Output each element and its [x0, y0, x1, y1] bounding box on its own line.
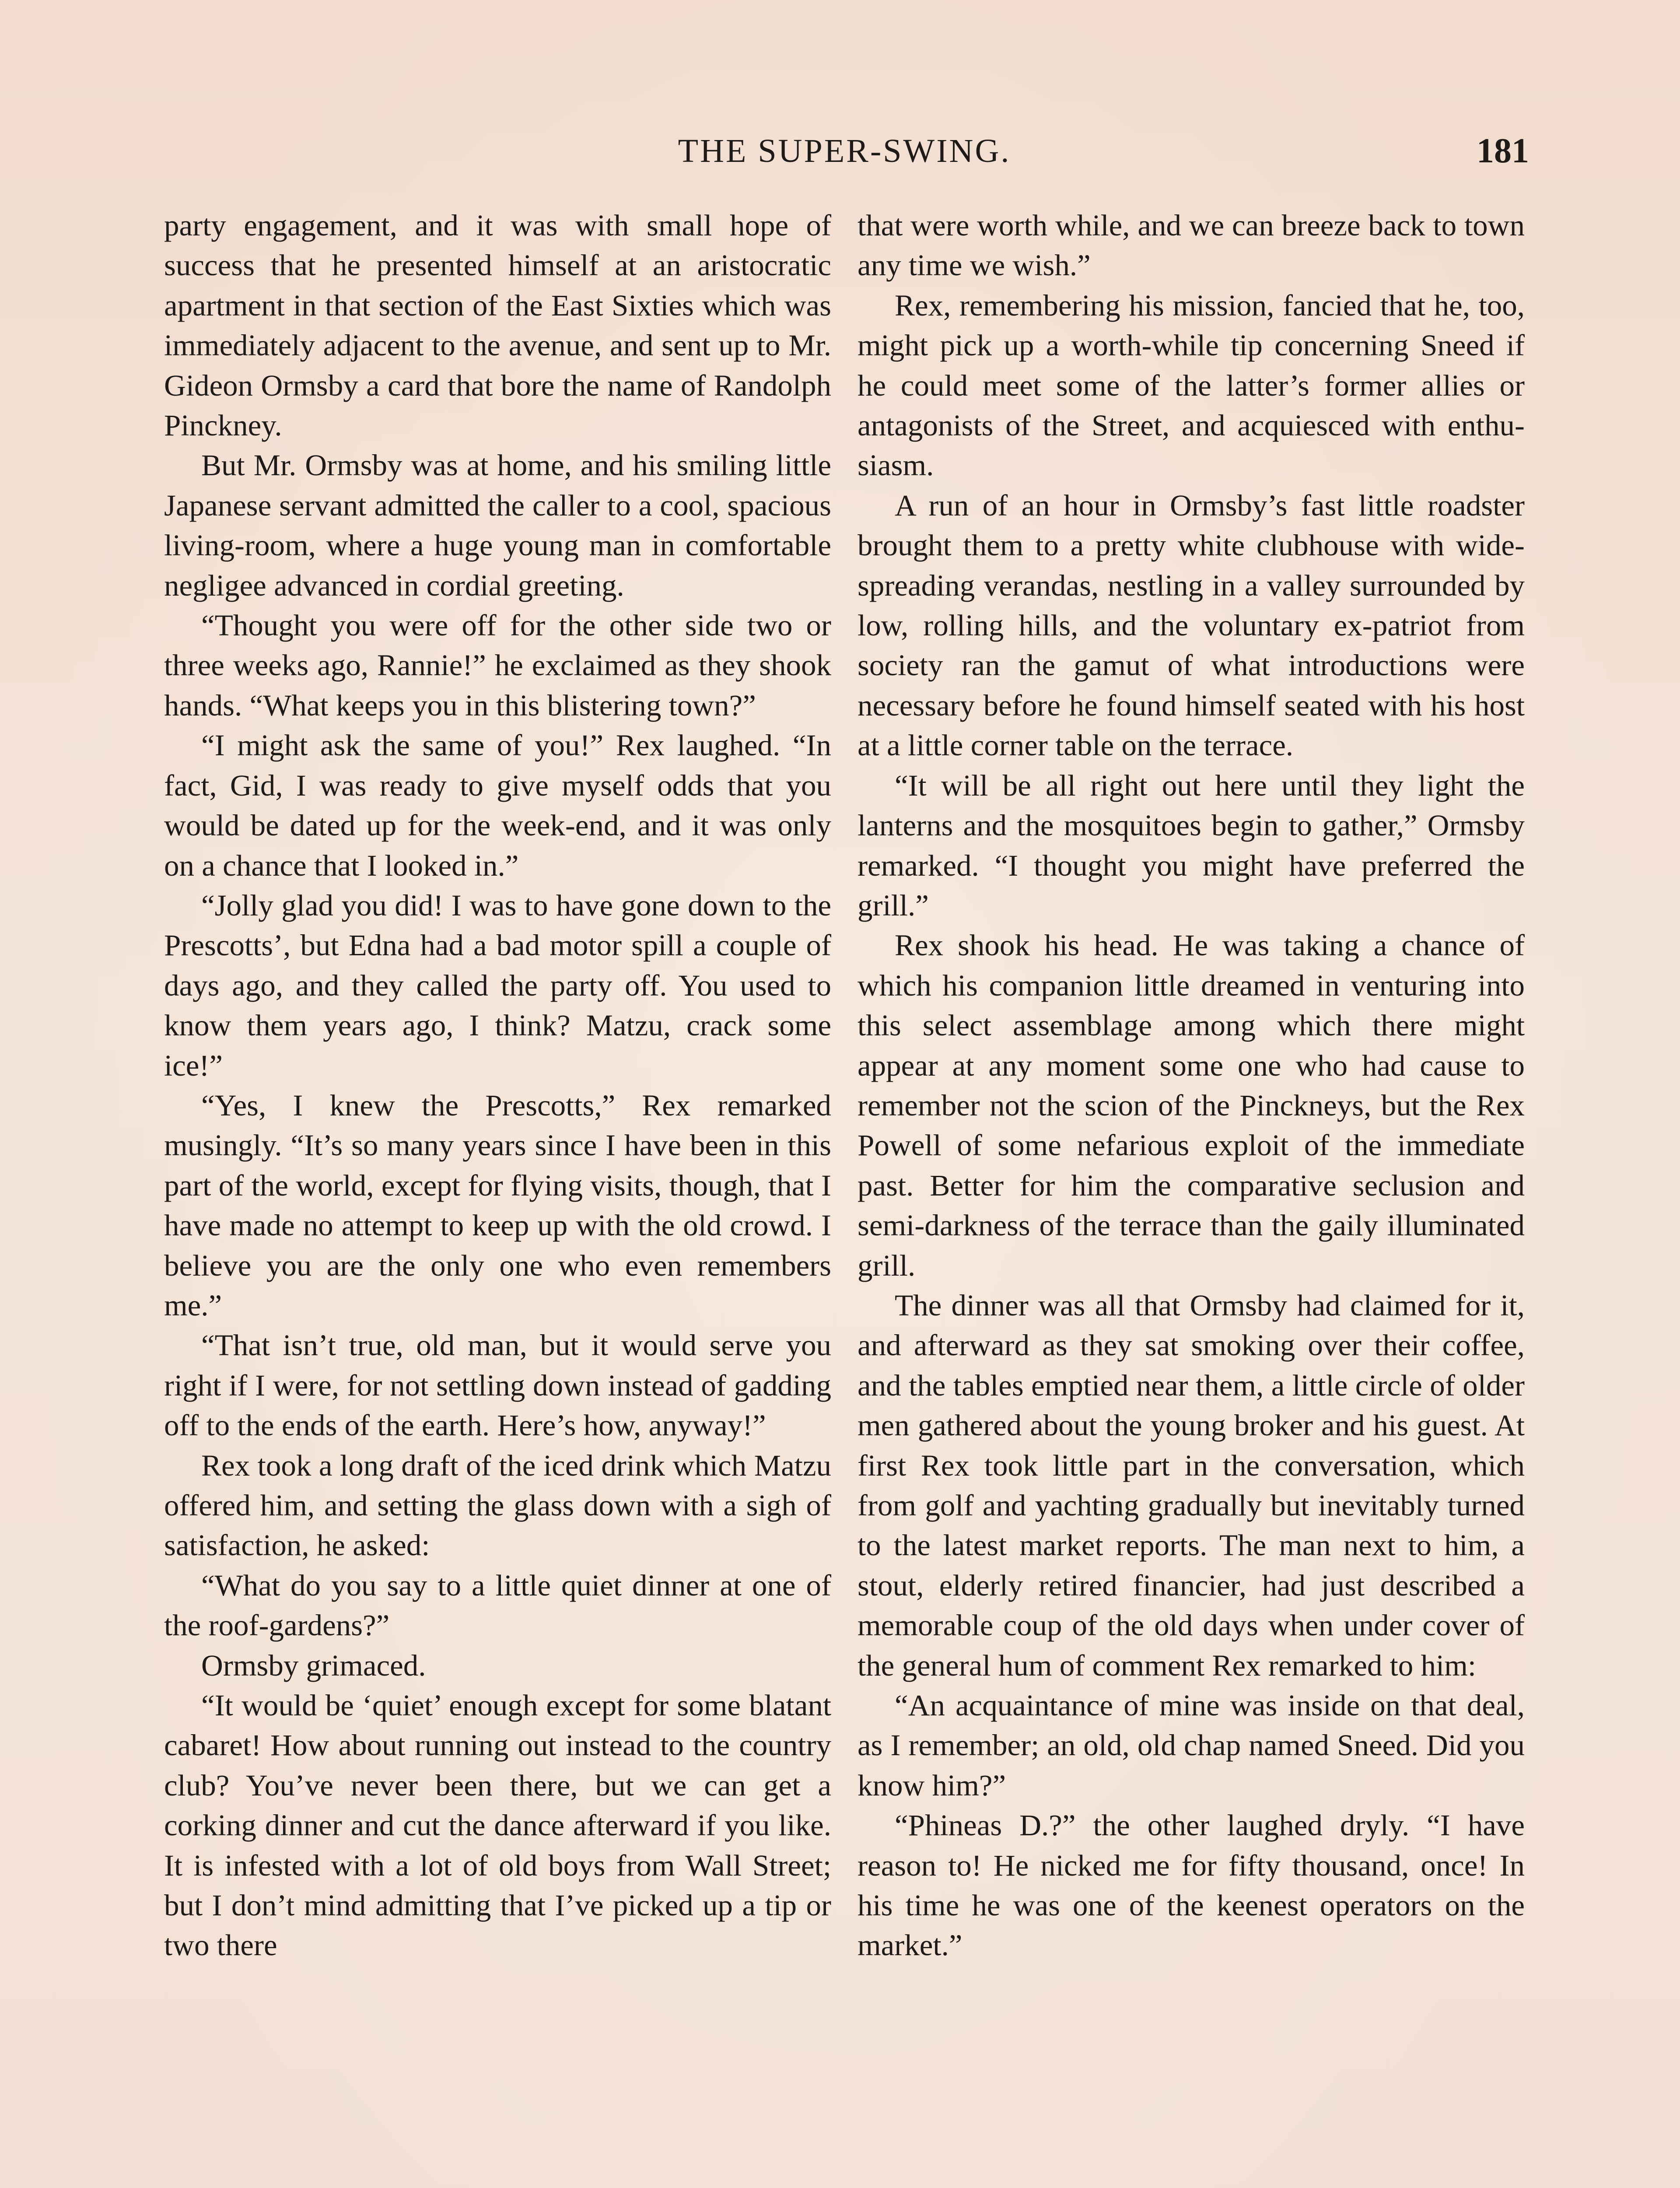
paragraph: Ormsby grimaced. — [201, 1648, 426, 1682]
paragraph: Rex, remembering his mission, fancied that he, too, might pick up a worth-while tip concerning Sneed if he could meet some of the latter’s former allies or antagonists of the Street, and acquiesced with enthusiasm. — [858, 288, 1525, 482]
paragraph: “It will be all right out here until they light the lanterns and the mosquitoes begin to gather,” Ormsby remarked. “I thought you might have preferred the grill.” — [858, 768, 1525, 922]
paragraph: “Yes, I knew the Prescotts,” Rex remarked musingly. “It’s so many years since I have been in this part of the world, except for flying visits, though, that I have made no attempt to keep up with the old crowd. I believe you are the only one who even remembers me.” — [164, 1088, 831, 1322]
running-title: THE SUPER-SWING. — [678, 133, 1011, 169]
paragraph: “An acquaintance of mine was inside on that deal, as I remember; an old, old chap named Sneed. Did you know him?” — [858, 1689, 1525, 1802]
paragraph: “It would be ‘quiet’ enough except for some blatant cabaret! How about running out instead to the country club? You’ve never been there, but we can get a corking dinner and cut the dance afterward if you like. It is infested with a lot of old boys from Wall Street; but I don’t mind admitting that I’ve picked up a tip or two there — [164, 1689, 831, 1962]
paragraph: “Thought you were off for the other side two or three weeks ago, Rannie!” he exclaimed as they shook hands. “What keeps you in this blistering town?” — [164, 609, 831, 722]
paragraph: “I might ask the same of you!” Rex laughed. “In fact, Gid, I was ready to give myself odds that you would be dated up for the week-end, and it was only on a chance that I looked in.” — [164, 729, 831, 882]
paragraph: Rex shook his head. He was taking a chance of which his companion little dreamed in venturing into this select assemblage among which there might appear at any moment some one who had cause to remember not the scion of the Pinckneys, but the Rex Powell of some nefarious exploit of the immediate past. Better for him the comparative seclusion and semi-darkness of the terrace than the gaily illuminated grill. — [858, 929, 1525, 1282]
paragraph: party engagement, and it was with small hope of success that he presented himself at an aristocratic apartment in that section of the East Sixties which was immediately adjacent to the avenue, and sent up to Mr. Gideon Ormsby a card that bore the name of Randolph Pinckney. — [164, 209, 831, 442]
page-header — [162, 127, 1527, 184]
paragraph: “Jolly glad you did! I was to have gone down to the Prescotts’, but Edna had a bad motor spill a couple of days ago, and they called the party off. You used to know them years ago, I think? Matzu, crack some ice!” — [164, 888, 831, 1082]
page-number: 181 — [1477, 132, 1529, 170]
paragraph: “Phineas D.?” the other laughed dryly. “I have reason to! He nicked me for fifty thousand, once! In his time he was one of the keenest operators on the market.” — [858, 1809, 1525, 1962]
paragraph: A run of an hour in Ormsby’s fast little roadster brought them to a pretty white clubhouse with wide-spreading verandas, nestling in a valley surrounded by low, rolling hills, and the voluntary ex-patriot from society ran the gamut of what introductions were necessary before he found himself seated with his host at a little corner table on the terrace. — [858, 488, 1525, 762]
paragraph: “What do you say to a little quiet dinner at one of the roof-gardens?” — [164, 1568, 831, 1642]
paragraph: Rex took a long draft of the iced drink which Matzu offered him, and setting the glass down with a sigh of satisfaction, he asked: — [164, 1448, 831, 1562]
paragraph: But Mr. Ormsby was at home, and his smiling little Japanese servant admitted the caller to a cool, spacious living-room, where a huge young man in comfortable negligee advanced in cordial greeting. — [164, 449, 831, 602]
paragraph: The dinner was all that Ormsby had claimed for it, and afterward as they sat smoking over their coffee, and the tables emptied near them, a little circle of older men gathered about the young broker and his guest. At first Rex took little part in the conversation, which from golf and yachting gradually but inevitably turned to the latest market reports. The man next to him, a stout, elderly retired financier, had just described a memorable coup of the old days when under cover of the general hum of comment Rex remarked to him: — [858, 1288, 1525, 1682]
paragraph: that were worth while, and we can breeze back to town any time we wish.” — [858, 209, 1525, 282]
paragraph: “That isn’t true, old man, but it would serve you right if I were, for not settling down instead of gadding off to the ends of the earth. Here’s how, anyway!” — [164, 1329, 831, 1442]
right-text-column — [858, 206, 1525, 1966]
left-text-column — [164, 206, 831, 1966]
